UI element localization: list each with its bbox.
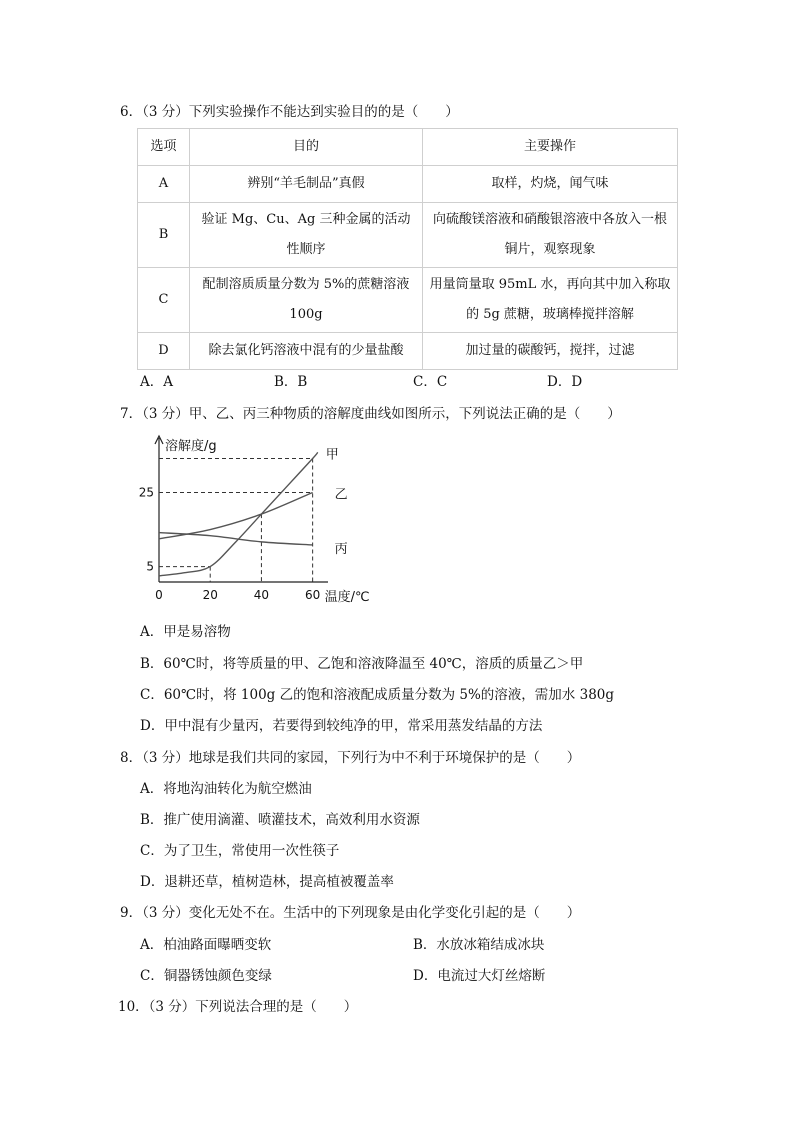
solubility-chart — [138, 432, 370, 610]
q9-stem: 9．（3 分）变化无处不在。生活中的下列现象是由化学变化引起的是（ ） — [120, 905, 581, 921]
q8-option-b: B．推广使用滴灌、喷灌技术，高效利用水资源 — [140, 812, 420, 828]
y-tick-label: 5 — [146, 559, 154, 574]
y-axis-label: 溶解度/g — [165, 439, 217, 454]
chart-guides — [159, 459, 313, 582]
table-row — [138, 203, 678, 268]
x-tick-label: 60 — [304, 588, 321, 602]
header-operation: 主要操作 — [423, 129, 678, 166]
x-tick-label: 20 — [202, 588, 218, 602]
series-label-甲: 甲 — [325, 447, 339, 463]
table-row — [138, 166, 678, 203]
row-option: C — [138, 268, 190, 333]
chart-axes — [155, 436, 328, 582]
series-line-乙 — [159, 492, 313, 538]
row-goal: 辨别“羊毛制品”真假 — [190, 166, 423, 203]
header-option: 选项 — [138, 129, 190, 166]
x-axis-label: 温度/℃ — [324, 590, 370, 605]
row-option: D — [138, 333, 190, 370]
q8-option-d: D．退耕还草，植树造林，提高植被覆盖率 — [140, 874, 394, 890]
q7-option-c: C．60℃时，将 100g 乙的饱和溶液配成质量分数为 5%的溶液，需加水 380g — [140, 687, 615, 703]
series-label-乙: 乙 — [334, 487, 348, 503]
q6-option-b: B．B — [274, 374, 308, 390]
q7-option-b: B．60℃时，将等质量的甲、乙饱和溶液降温至 40℃，溶质的质量乙＞甲 — [140, 656, 584, 672]
q7-stem: 7．（3 分）甲、乙、丙三种物质的溶解度曲线如图所示，下列说法正确的是（ ） — [120, 406, 621, 422]
q8-option-a: A．将地沟油转化为航空燃油 — [140, 781, 312, 797]
x-tick-label: 0 — [155, 588, 163, 602]
table-row — [138, 268, 678, 333]
q6-stem: 6．（3 分）下列实验操作不能达到实验目的的是（ ） — [120, 104, 459, 120]
q8-stem: 8．（3 分）地球是我们共同的家园，下列行为中不利于环境保护的是（ ） — [120, 750, 581, 766]
row-goal: 验证 Mg、Cu、Ag 三种金属的活动性顺序 — [190, 203, 423, 268]
row-option: A — [138, 166, 190, 203]
series-line-甲 — [159, 452, 318, 575]
header-goal: 目的 — [190, 129, 423, 166]
q6-option-c: C．C — [413, 374, 448, 390]
series-label-丙: 丙 — [334, 541, 348, 557]
q8-option-c: C．为了卫生，常使用一次性筷子 — [140, 843, 340, 859]
q9-option-c: C．铜器锈蚀颜色变绿 — [140, 968, 272, 984]
row-option: B — [138, 203, 190, 268]
series-line-丙 — [159, 533, 313, 545]
row-operation: 向硫酸镁溶液和硝酸银溶液中各放入一根铜片，观察现象 — [423, 203, 678, 268]
table-header-row — [138, 129, 678, 166]
row-operation: 加过量的碳酸钙，搅拌，过滤 — [423, 333, 678, 370]
q6-option-a: A．A — [140, 374, 173, 390]
row-goal: 配制溶质质量分数为 5%的蔗糖溶液 100g — [190, 268, 423, 333]
q7-option-d: D．甲中混有少量丙，若要得到较纯净的甲，常采用蒸发结晶的方法 — [140, 718, 543, 734]
q6-table — [137, 128, 678, 370]
q10-stem: 10．（3 分）下列说法合理的是（ ） — [118, 999, 358, 1015]
y-tick-label: 25 — [138, 485, 154, 500]
q9-option-a: A．柏油路面曝晒变软 — [140, 937, 272, 953]
chart-curves — [159, 452, 318, 575]
q6-option-d: D．D — [547, 374, 583, 390]
q9-option-d: D．电流过大灯丝熔断 — [413, 968, 546, 984]
table-row — [138, 333, 678, 370]
row-operation: 取样，灼烧，闻气味 — [423, 166, 678, 203]
row-goal: 除去氯化钙溶液中混有的少量盐酸 — [190, 333, 423, 370]
row-operation: 用量筒量取 95mL 水，再向其中加入称取的 5g 蔗糖，玻璃棒搅拌溶解 — [423, 268, 678, 333]
q9-option-b: B．水放冰箱结成冰块 — [413, 937, 545, 953]
q7-option-a: A．甲是易溶物 — [140, 624, 231, 640]
x-tick-label: 40 — [253, 588, 270, 602]
